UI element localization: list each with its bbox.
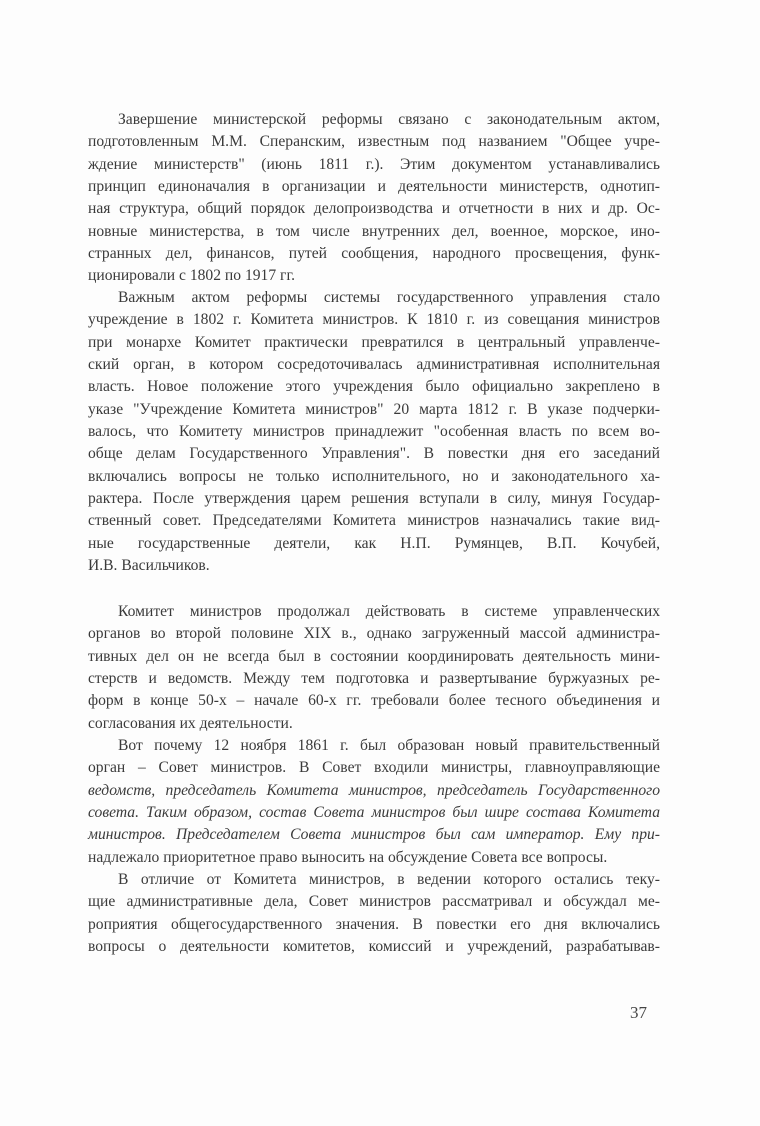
text-line: Комитет министров продолжал действовать в системе управленческих (118, 603, 660, 620)
text-line: обще делам Государственного Управления". В повестки дня его заседаний (88, 445, 660, 463)
text-line: принцип единоначалия в организации и деятельности министерств, однотип- (88, 178, 660, 196)
text-line: Вот почему 12 ноября 1861 г. был образован новый правительственный (118, 737, 660, 754)
text-line: щие административные дела, Совет министров рассматривал и обсуждал ме- (88, 893, 660, 911)
text-line: рактера. После утверждения царем решения вступали в силу, минуя Государ- (88, 490, 660, 508)
text-line: указе "Учреждение Комитета министров" 20 марта 1812 г. В указе подчерки- (88, 400, 660, 418)
text-line: ная структура, общий порядок делопроизводства и отчетности в них и др. Ос- (88, 200, 660, 218)
text-line: при монархе Комитет практически превратился в центральный управленче- (88, 333, 660, 351)
text-line: роприятия общегосударственного значения. В повестки его дня включались (88, 915, 660, 933)
text-line: учреждение в 1802 г. Комитета министров. К 1810 г. из совещания министров (88, 311, 660, 329)
text-line: Важным актом реформы системы государственного управления стало (118, 289, 660, 306)
text-line: ведомств, председатель Комитета министров, председатель Государственного (88, 781, 660, 799)
text-line: органов во второй половине XIX в., однако загруженный массой администра- (88, 625, 660, 643)
text-line: тивных дел он не всегда был в состоянии координировать деятельность мини- (88, 647, 660, 665)
text-line: ждение министерств" (июнь 1811 г.). Этим документом устанавливались (88, 155, 660, 173)
text-line: В отличие от Комитета министров, в ведении которого остались теку- (118, 871, 660, 888)
text-line: надлежало приоритетное право выносить на обсуждение Совета все вопросы. (88, 848, 608, 866)
text-line: ский орган, в котором сосредоточивалась административная исполнительная (88, 356, 660, 374)
paragraph (88, 735, 660, 869)
text-line: стерств и ведомств. Между тем подготовка и развертывание буржуазных ре- (88, 670, 660, 688)
text-line: валось, что Комитету министров принадлежит "особенная власть по всем во- (88, 423, 660, 441)
text-line: включались вопросы не только исполнительного, но и законодательного ха- (88, 467, 660, 485)
text-line: вопросы о деятельности комитетов, комиссий и учреждений, разрабатывав- (88, 938, 660, 956)
text-line: орган – Совет министров. В Совет входили министры, главноуправляющие (88, 759, 660, 777)
paragraph (88, 869, 660, 958)
text-line: форм в конце 50-х – начале 60-х гг. требовали более тесного объединения и (88, 692, 660, 710)
text-line: подготовленным М.М. Сперанским, известным под названием "Общее учре- (88, 133, 660, 151)
paragraph (88, 109, 660, 288)
text-line: министров. Председателем Совета министров был сам император. Ему при- (88, 826, 660, 844)
text-line: странных дел, финансов, путей сообщения, народного просвещения, функ- (88, 245, 660, 263)
paragraph (88, 287, 660, 577)
paragraph (88, 601, 660, 735)
text-line: ственный совет. Председателями Комитета министров назначались такие вид- (88, 512, 660, 530)
text-line: ные государственные деятели, как Н.П. Румянцев, В.П. Кочубей, (88, 534, 660, 552)
text-line: новные министерства, в том числе внутренних дел, военное, морское, ино- (88, 222, 660, 240)
text-line: ционировали с 1802 по 1917 гг. (88, 267, 295, 285)
text-line: И.В. Васильчиков. (88, 557, 210, 575)
page-number: 37 (630, 1003, 647, 1022)
text-line: согласования их деятельности. (88, 714, 293, 732)
text-line: Завершение министерской реформы связано с законодательным актом, (118, 111, 660, 128)
text-line: совета. Таким образом, состав Совета министров был шире состава Комитета (88, 804, 660, 822)
text-line: власть. Новое положение этого учреждения было официально закреплено в (88, 378, 660, 396)
